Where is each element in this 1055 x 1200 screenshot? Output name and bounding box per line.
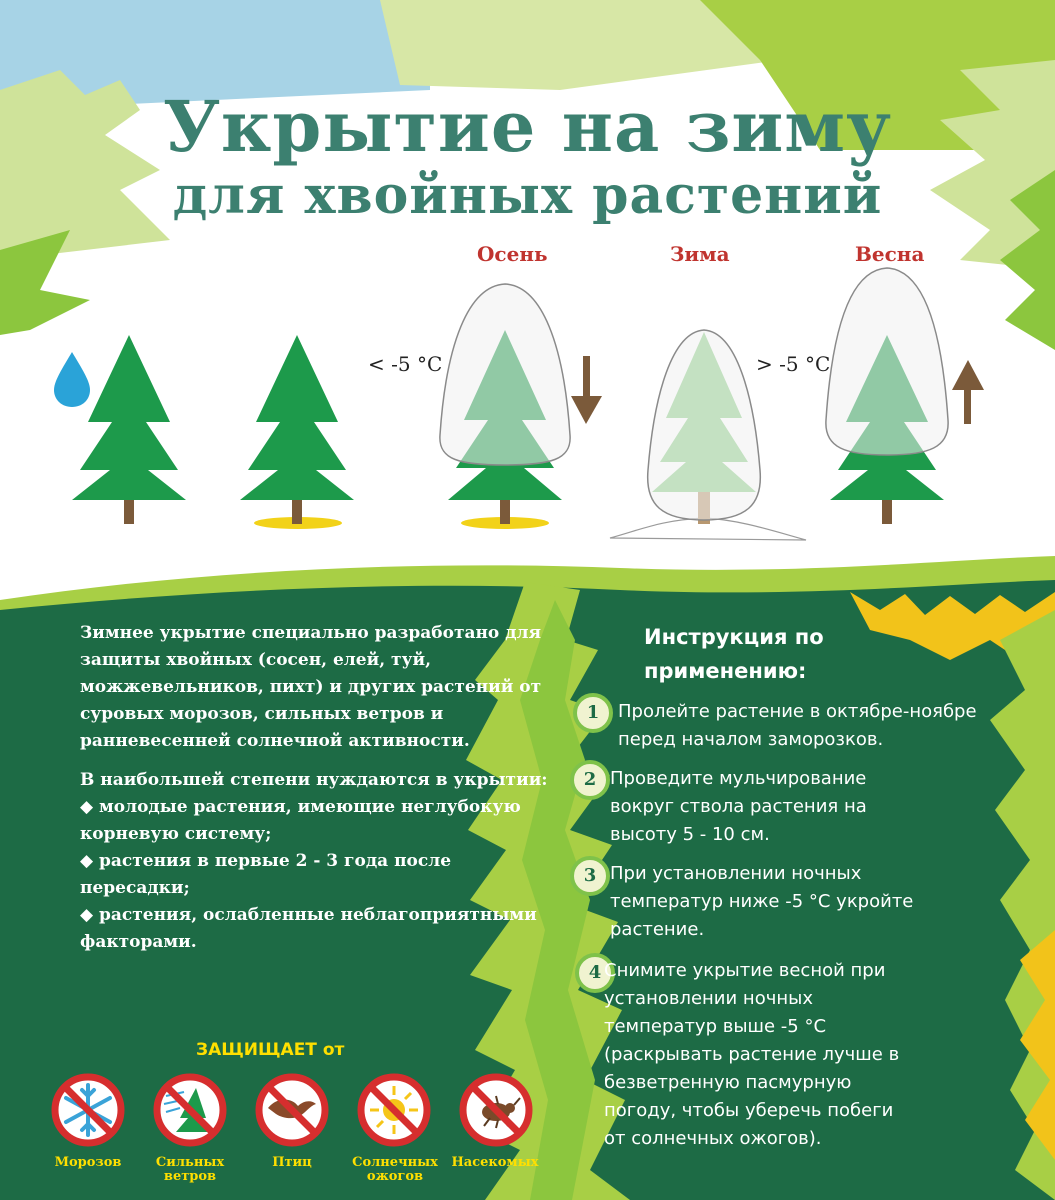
description-block: [80, 620, 550, 956]
arrow-down-icon: [571, 356, 602, 424]
insect-icon: [460, 1074, 532, 1146]
snowflake-icon: [52, 1074, 124, 1146]
step-number-1: 1: [573, 693, 613, 733]
arrow-up-icon: [952, 360, 984, 424]
instructions-title: Инструкция по применению:: [644, 625, 824, 683]
tree-covered-winter-icon: [610, 330, 806, 540]
need-item: ◆ молодые растения, имеющие неглубокую корневую систему;: [80, 797, 521, 844]
page-subtitle: для хвойных растений: [172, 165, 883, 226]
protection-label-insects: Насекомых: [451, 1155, 539, 1170]
protects-heading: ЗАЩИЩАЕТ от: [196, 1040, 345, 1060]
protection-label-wind: Сильных ветров: [155, 1155, 225, 1184]
description-intro: Зимнее укрытие специально разработано для защиты хвойных (сосен, елей, туй, можжевельников, пихт) и других растений от суровых морозов, сильных ветров и ранневесенней солнечной активности.: [80, 623, 542, 751]
tree-watered-icon: [72, 335, 186, 524]
wind-icon: [154, 1074, 226, 1146]
season-winter-label: Зима: [670, 242, 730, 266]
step-text-4: Снимите укрытие весной при установлении ночных температур выше -5 °С (раскрывать растение лучше в безветренную пасмурную погоду, чтобы уберечь побеги от солнечных ожогов).: [604, 960, 900, 1149]
step-text-3: При установлении ночных температур ниже -5 °С укройте растение.: [610, 863, 914, 940]
need-item: ◆ растения в первые 2 - 3 года после пересадки;: [80, 851, 452, 898]
temperature-below-label: < -5 °C: [368, 352, 443, 376]
tree-covered-autumn-icon: [440, 284, 570, 529]
tree-uncovered-spring-icon: [826, 268, 948, 524]
need-heading: В наибольшей степени нуждаются в укрытии:: [80, 770, 548, 790]
tree-mulched-icon: [240, 335, 354, 529]
protection-label-frost: Морозов: [54, 1155, 122, 1170]
page-title: Укрытие на зиму: [163, 85, 892, 168]
protection-icons: [40, 1065, 550, 1155]
bird-icon: [256, 1074, 328, 1146]
protection-label-birds: Птиц: [272, 1155, 312, 1170]
step-number-4: 4: [575, 953, 615, 993]
step-text-1: Пролейте растение в октябре-ноябре перед началом заморозков.: [618, 701, 977, 750]
trees-illustration: [0, 0, 1055, 560]
season-autumn-label: Осень: [477, 242, 548, 266]
protection-label-sunburn: Солнечных ожогов: [352, 1155, 438, 1184]
sun-icon: [358, 1074, 430, 1146]
step-number-2: 2: [570, 760, 610, 800]
water-drop-icon: [54, 352, 90, 407]
step-number-3: 3: [570, 856, 610, 896]
step-text-2: Проведите мульчирование вокруг ствола растения на высоту 5 - 10 см.: [610, 768, 867, 845]
need-item: ◆ растения, ослабленные неблагоприятными факторами.: [80, 905, 537, 952]
temperature-above-label: > -5 °C: [756, 352, 831, 376]
season-spring-label: Весна: [855, 242, 925, 266]
